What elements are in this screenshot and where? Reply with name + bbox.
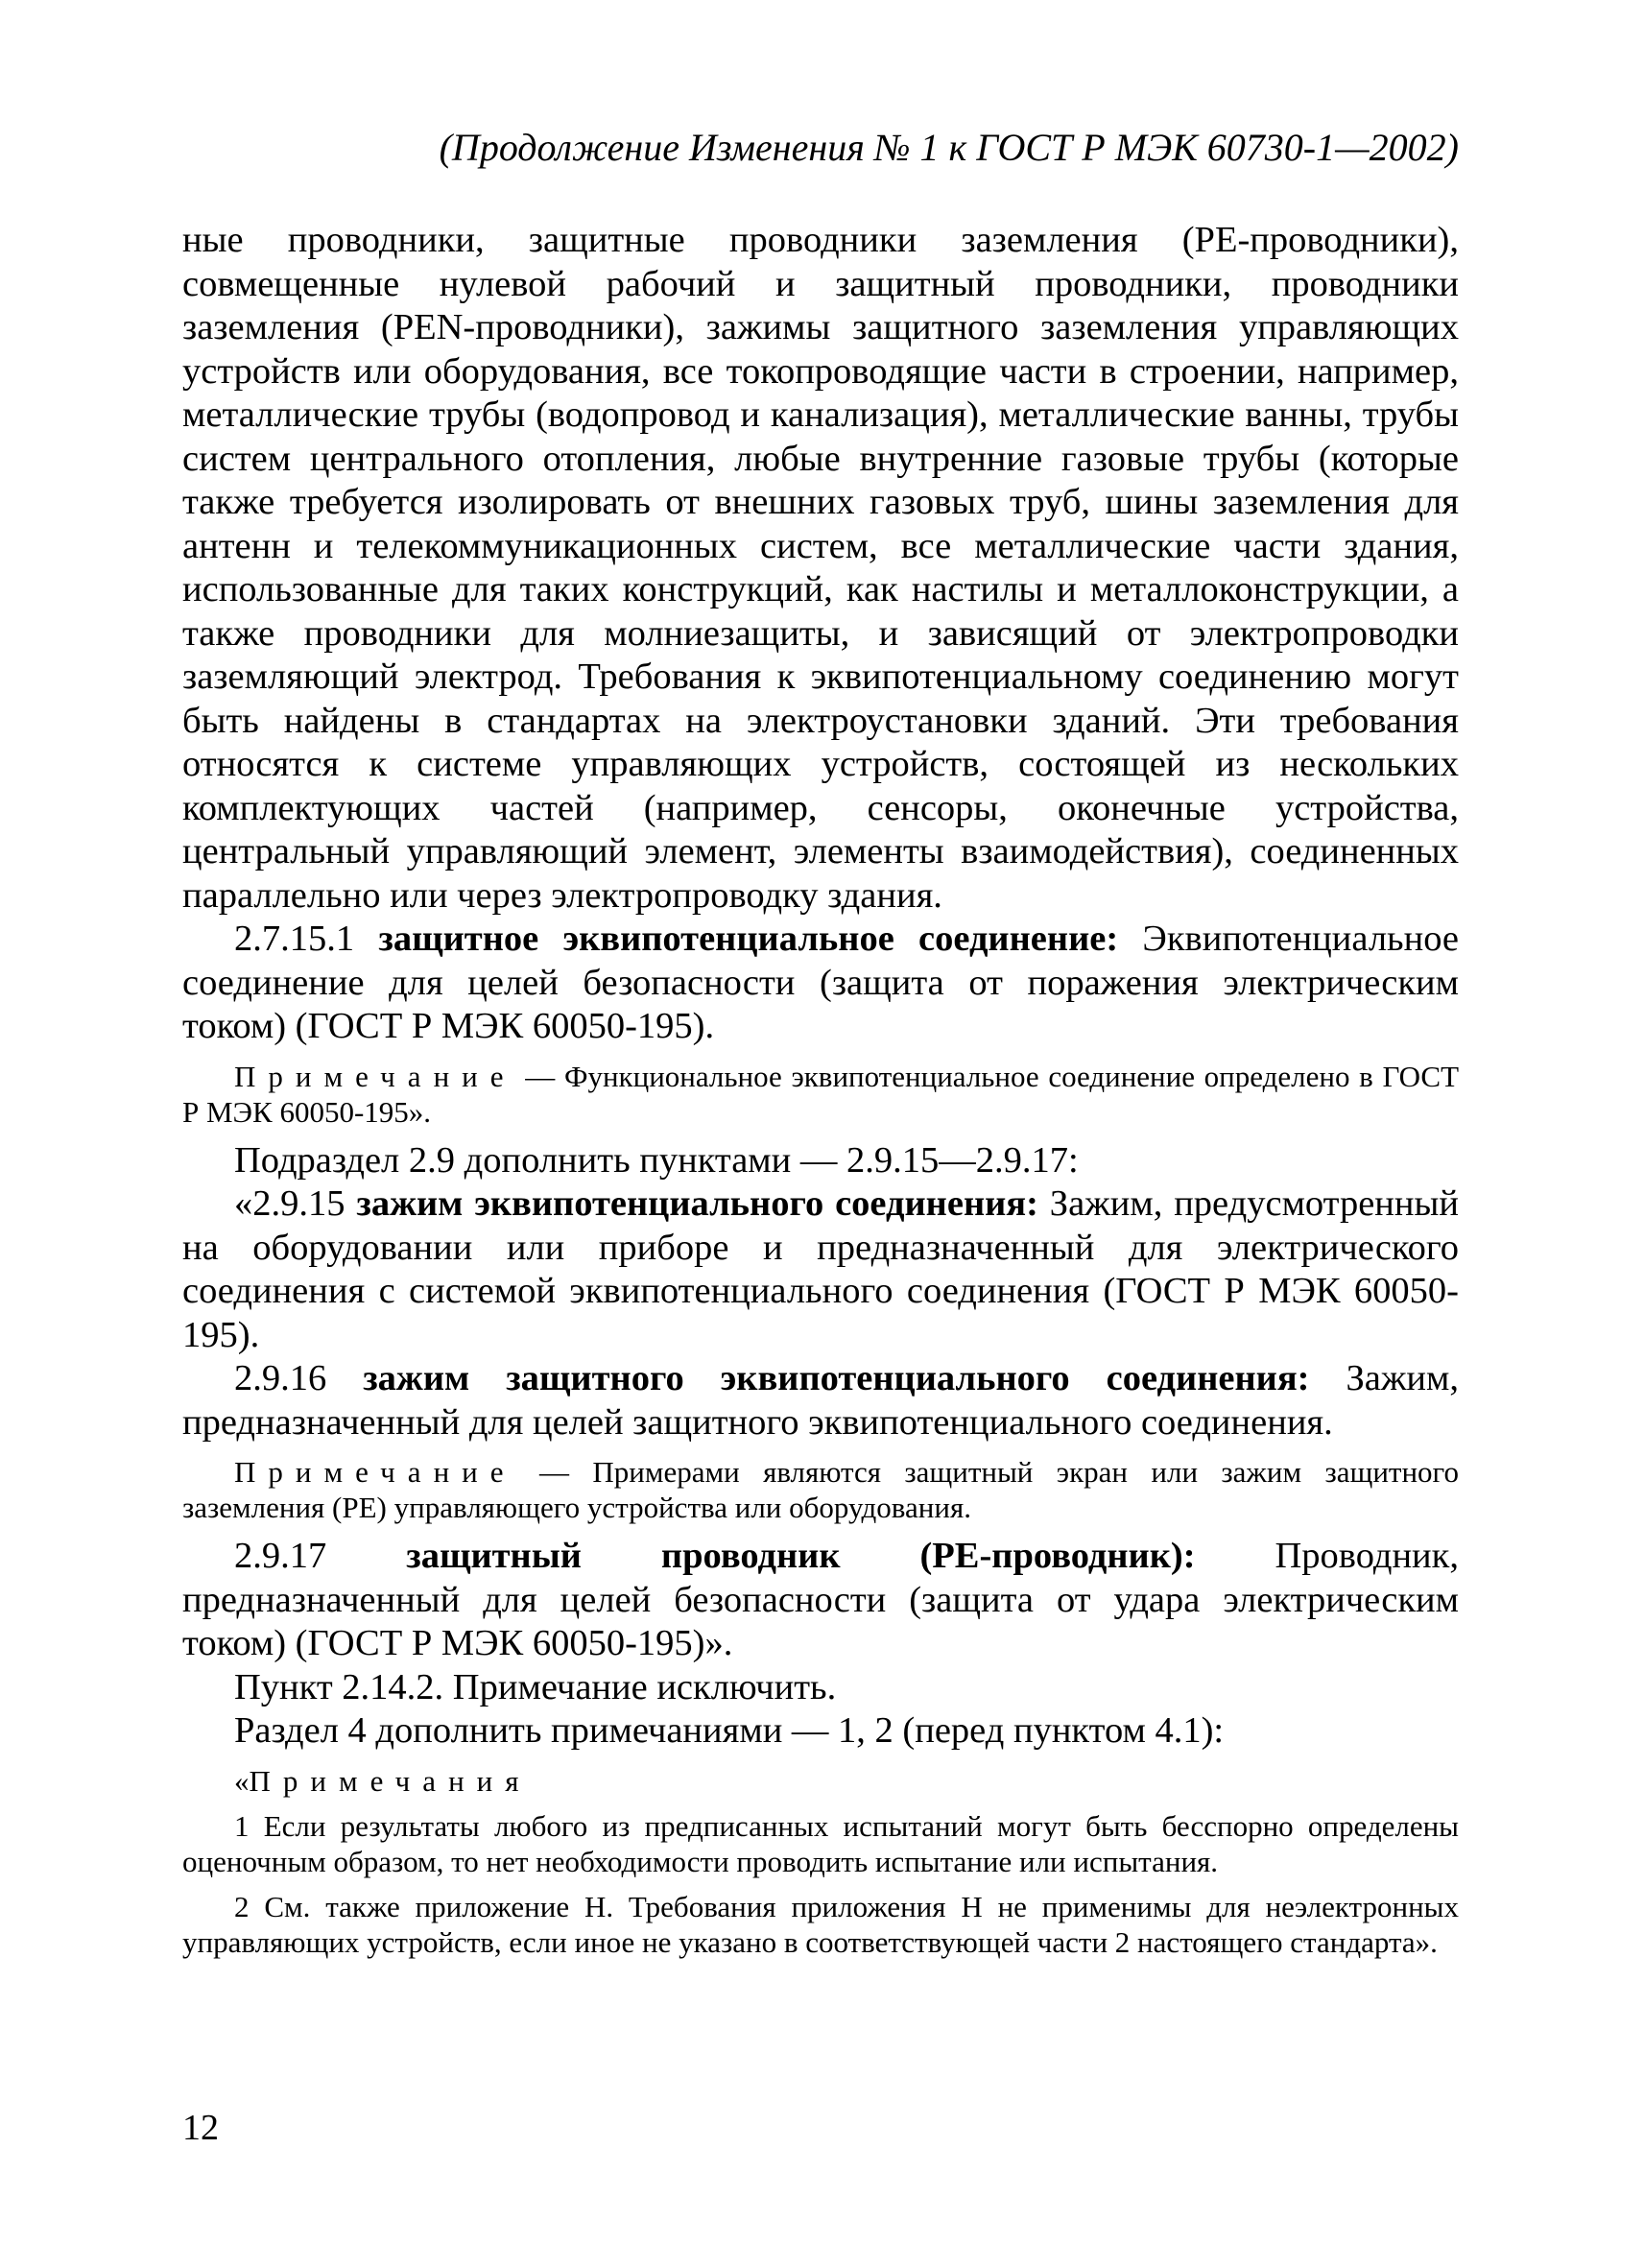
clause-text: Проводник, предназначенный для целей безопасности (защита от удара электрическим током) (ГОСТ Р МЭК 60050-195)». — [182, 1536, 1459, 1663]
note-label: Примечание — [234, 1059, 516, 1093]
document-page — [182, 125, 1459, 1970]
clause-term: зажим эквипотенциального соединения: — [356, 1183, 1038, 1224]
notes-heading-label: Примечания — [249, 1763, 532, 1798]
note-2 — [182, 1454, 1459, 1525]
clause-2-7-15-1 — [182, 918, 1459, 1049]
clause-text: Эквипотенциальное соединение для целей безопасности (защита от поражения электрическим током) (ГОСТ Р МЭК 60050-195). — [182, 919, 1460, 1046]
clause-number: «2.9.15 — [234, 1183, 345, 1224]
opening-quote: « — [234, 1763, 250, 1798]
instruction-clause-2-14-2: Пункт 2.14.2. Примечание исключить. — [234, 1666, 837, 1707]
running-title: (Продолжение Изменения № 1 к ГОСТ Р МЭК 60730-1—2002) — [439, 126, 1459, 169]
clause-number: 2.9.16 — [234, 1358, 327, 1398]
note-text: — Функциональное эквипотенциальное соединение определено в ГОСТ Р МЭК 60050-195». — [182, 1059, 1460, 1129]
clause-term: зажим защитного эквипотенциального соединения: — [363, 1358, 1310, 1398]
intro-paragraph: ные проводники, защитные проводники заземления (PE-проводники), совмещенные нулевой рабочий и защитный проводники, проводники заземления (PEN-проводники), зажимы защитного заземления управляющих устройств или оборудования, все токопроводящие части в строении, например, металлические трубы (водопровод и канализация), металлические ванны, трубы систем центрального отопления, любые внутренние газовые трубы (которые также требуется изолировать от внешних газовых труб, шины заземления для антенн и телекоммуникационных систем, все металлические части здания, использованные для таких конструкций, как настилы и металлоконструкции, а также проводники для молниезащиты, и зависящий от электропроводки заземляющий электрод. Требования к эквипотенциальному соединению могут быть найдены в стандартах на электроустановки зданий. Эти требования относятся к системе управляющих устройств, состоящей из нескольких комплектующих частей (например, сенсоры, оконечные устройства, центральный управляющий элемент, элементы взаимодействия), соединенных параллельно или через электропроводку здания. — [182, 220, 1459, 916]
note-text: — Примерами являются защитный экран или зажим защитного заземления (PE) управляющего устройства или оборудования. — [182, 1455, 1459, 1524]
clause-2-9-16 — [182, 1357, 1459, 1444]
notes-heading — [182, 1763, 1459, 1799]
clause-2-9-17 — [182, 1535, 1459, 1666]
instruction-section-4: Раздел 4 дополнить примечаниями — 1, 2 (перед пунктом 4.1): — [234, 1710, 1225, 1751]
clause-text: Зажим, предусмотренный на оборудовании или приборе и предназначенный для электрического соединения с системой эквипотенциального соединения (ГОСТ Р МЭК 60050-195). — [182, 1183, 1459, 1355]
note-label: Примечание — [234, 1455, 516, 1489]
clause-2-9-15 — [182, 1182, 1459, 1357]
clause-number: 2.9.17 — [234, 1536, 327, 1576]
page-number: 12 — [182, 2108, 219, 2148]
notes-item-1: 1 Если результаты любого из предписанных испытаний могут быть бесспорно определены оценочным образом, то нет необходимости проводить испытание или испытания. — [182, 1808, 1459, 1878]
clause-text: Зажим, предназначенный для целей защитного эквипотенциального соединения. — [182, 1358, 1460, 1443]
clause-term: защитный проводник (PE-проводник): — [406, 1536, 1196, 1576]
notes-item-2: 2 См. также приложение Н. Требования приложения Н не применимы для неэлектронных управляющих устройств, если иное не указано в соответствующей части 2 настоящего стандарта». — [182, 1889, 1459, 1959]
instruction-subsection-2-9: Подраздел 2.9 дополнить пунктами — 2.9.15—2.9.17: — [234, 1139, 1079, 1181]
clause-number: 2.7.15.1 — [234, 919, 355, 959]
clause-term: защитное эквипотенциальное соединение: — [378, 919, 1119, 959]
note-1 — [182, 1059, 1459, 1130]
